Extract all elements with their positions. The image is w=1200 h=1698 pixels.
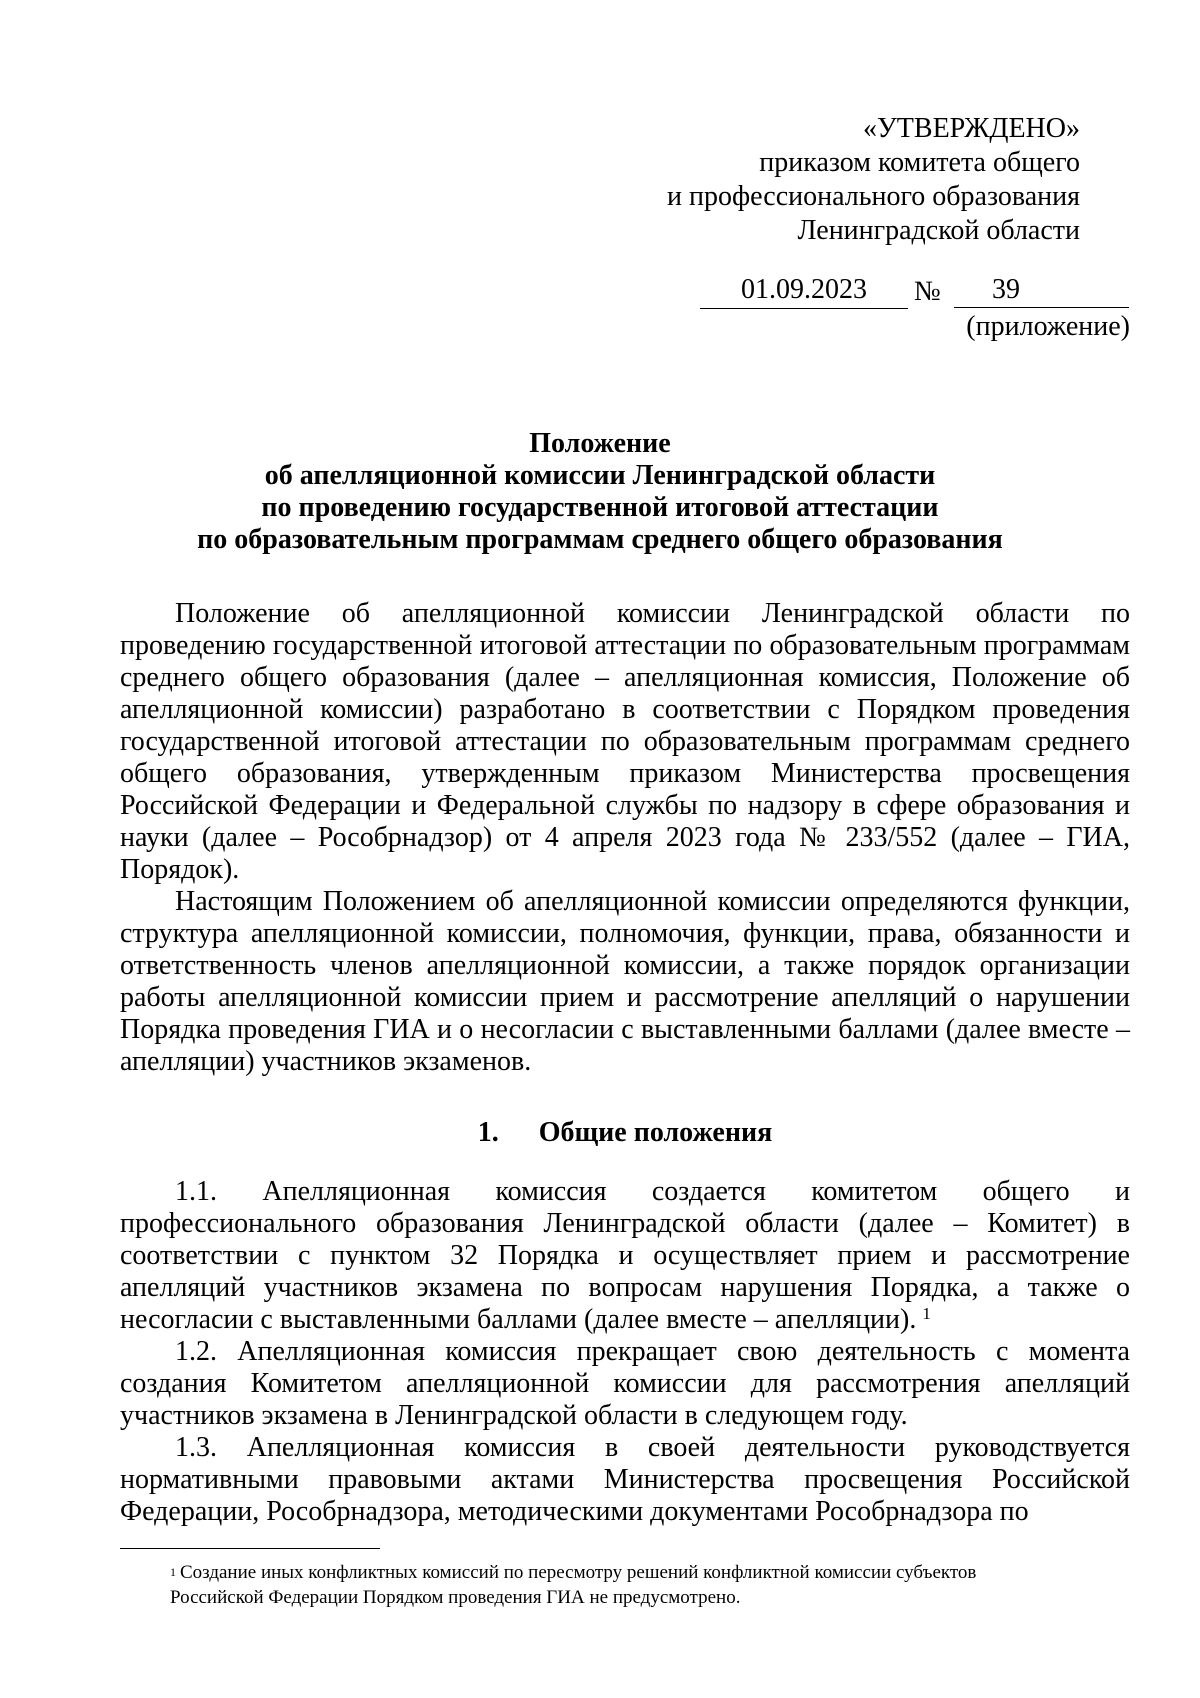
approval-line-2: и профессионального образования [667, 181, 1080, 212]
footnote-separator [120, 1548, 380, 1549]
footnote [170, 1560, 1070, 1610]
title-line-2: об апелляционной комиссии Ленинградской области [264, 460, 936, 491]
appendix-label: (приложение) [966, 311, 1130, 342]
approval-line-3: Ленинградской области [797, 215, 1080, 246]
intro-paragraph-1: Положение об апелляционной комиссии Ленинградской области по проведению государственной итоговой аттестации по образовательным программам среднего общего образования (далее – апелляционная комиссия, Положение об апелляционной комиссии) разработано в соответствии с Порядком проведения государственной итоговой аттестации по образовательным программам среднего общего образования, утвержденным приказом Министерства просвещения Российской Федерации и Федеральной службы по надзору в сфере образования и науки (далее – Рособрнадзор) от 4 апреля 2023 года № 233/552 (далее – ГИА, Порядок). [120, 598, 1130, 885]
approval-stamp [667, 112, 1080, 248]
order-date: 01.09.2023 [700, 272, 908, 309]
paragraph-1-3: 1.3. Апелляционная комиссия в своей деятельности руководствуется нормативными правовыми актами Министерства просвещения Российской Федерации, Рособрнадзора, методическими документами Рособрнадзора по [120, 1432, 1130, 1527]
paragraph-1-1-text: 1.1. Апелляционная комиссия создается комитетом общего и профессионального образования Ленинградской области (далее – Комитет) в соответствии с пунктом 32 Порядка и осуществляет прием и рассмотрение апелляций участников экзамена по вопросам нарушения Порядка, а также о несогласии с выставленными баллами (далее вместе – апелляции). [120, 1176, 1130, 1335]
paragraph-1-1 [120, 1176, 1130, 1336]
section-1-body [120, 1176, 1130, 1528]
paragraph-1-2: 1.2. Апелляционная комиссия прекращает свою деятельность с момента создания Комитетом апелляционной комиссии для рассмотрения апелляций участников экзамена в Ленинградской области в следующем году. [120, 1336, 1130, 1431]
order-reference [700, 272, 1130, 312]
approved-label: «УТВЕРЖДЕНО» [862, 113, 1080, 144]
document-title [120, 428, 1080, 556]
intro-section [120, 598, 1130, 1078]
title-line-4: по образовательным программам среднего общего образования [197, 524, 1003, 555]
footnote-text: Создание иных конфликтных комиссий по пересмотру решений конфликтной комиссии субъектов Российской Федерации Порядком проведения ГИА не предусмотрено. [170, 1562, 977, 1608]
section-1-heading [120, 1116, 1130, 1150]
footnote-mark: 1 [170, 1565, 176, 1579]
title-line-3: по проведению государственной итоговой аттестации [261, 492, 939, 523]
section-number: 1. [477, 1117, 499, 1148]
order-number-sign: № [914, 276, 941, 307]
order-number: 39 [954, 272, 1129, 308]
approval-line-1: приказом комитета общего [759, 147, 1080, 178]
intro-paragraph-2: Настоящим Положением об апелляционной комиссии определяются функции, структура апелляционной комиссии, полномочия, функции, права, обязанности и ответственность членов апелляционной комиссии, а также порядок организации работы апелляционной комиссии прием и рассмотрение апелляций о нарушении Порядка проведения ГИА и о несогласии с выставленными баллами (далее вместе – апелляции) участников экзаменов. [120, 886, 1130, 1077]
section-title: Общие положения [538, 1117, 773, 1148]
footnote-reference[interactable]: 1 [922, 1304, 931, 1323]
title-line-1: Положение [529, 428, 671, 459]
